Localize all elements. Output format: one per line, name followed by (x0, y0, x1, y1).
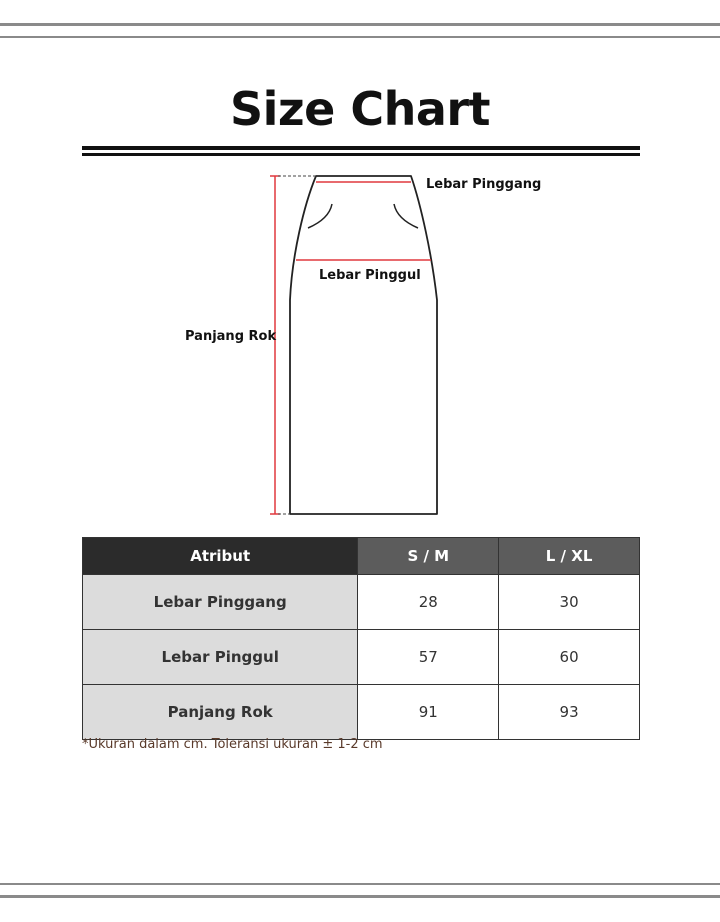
row-attribute: Lebar Pinggang (83, 575, 358, 630)
row-value-sm: 28 (358, 575, 499, 630)
page-title: Size Chart (229, 82, 491, 136)
header-attribute: Atribut (83, 538, 358, 575)
row-value-lxl: 60 (499, 630, 640, 685)
row-attribute: Panjang Rok (83, 685, 358, 740)
bottom-frame-line-inner (0, 883, 720, 885)
row-value-lxl: 30 (499, 575, 640, 630)
left-pocket (308, 204, 332, 228)
header-size-lxl: L / XL (499, 538, 640, 575)
row-value-sm: 57 (358, 630, 499, 685)
row-value-lxl: 93 (499, 685, 640, 740)
table-row (83, 575, 640, 630)
row-value-sm: 91 (358, 685, 499, 740)
size-table (82, 537, 640, 740)
header-size-sm: S / M (358, 538, 499, 575)
table-row (83, 630, 640, 685)
table-row (83, 685, 640, 740)
length-label: Panjang Rok (185, 329, 277, 344)
hip-label: Lebar Pinggul (319, 268, 421, 283)
table-header-row (83, 538, 640, 575)
waist-label: Lebar Pinggang (426, 177, 542, 192)
row-attribute: Lebar Pinggul (83, 630, 358, 685)
bottom-frame-line (0, 895, 720, 898)
right-pocket (394, 204, 418, 228)
size-note: *Ukuran dalam cm. Toleransi ukuran ± 1-2 cm (82, 737, 383, 752)
